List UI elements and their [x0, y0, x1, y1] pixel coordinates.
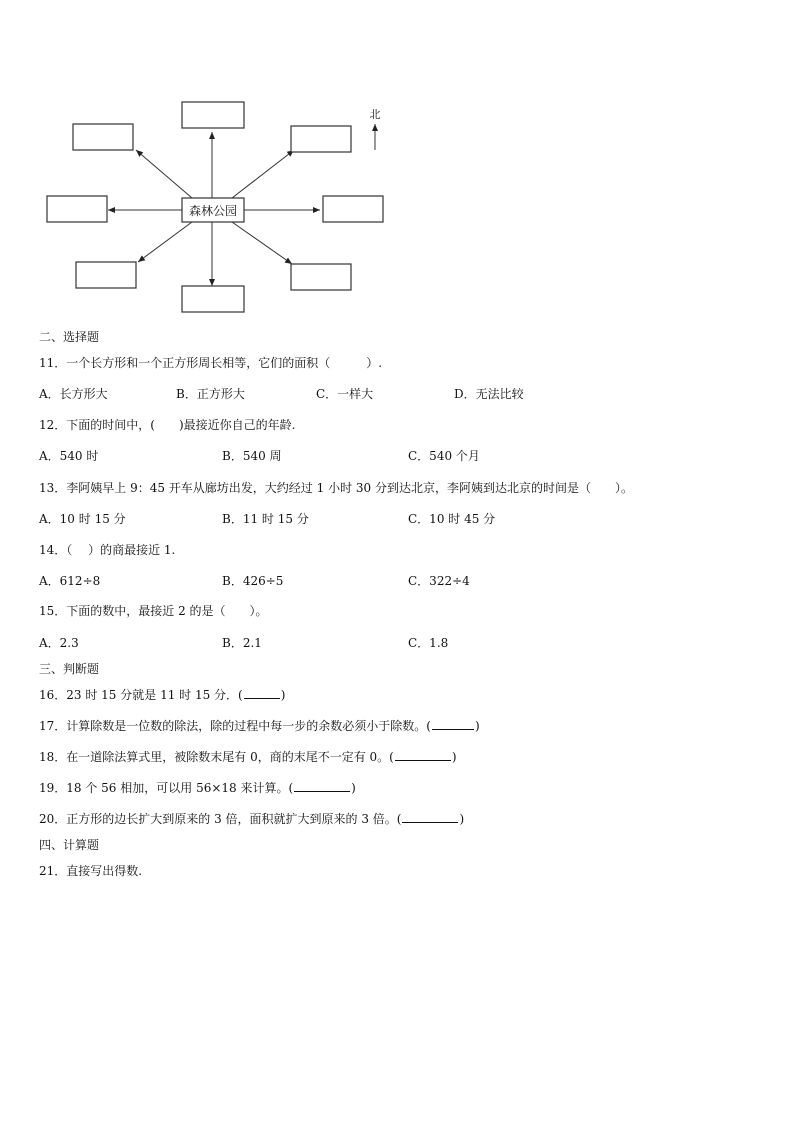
answer-box-west [47, 196, 107, 222]
question-20-text: 20．正方形的边长扩大到原来的 3 倍，面积就扩大到原来的 3 倍。( [39, 812, 402, 826]
q14-option-a: A．612÷8 [39, 574, 101, 588]
question-18-close: ) [451, 750, 457, 764]
question-20-close: ) [459, 812, 465, 826]
q11-option-b: B．正方形大 [176, 387, 245, 401]
answer-box-east [323, 196, 383, 222]
question-17-close: ) [474, 719, 480, 733]
center-label: 森林公园 [188, 204, 238, 218]
q12-option-b: B．540 周 [222, 449, 282, 463]
arrow-northeast [232, 150, 294, 198]
answer-box-south [182, 286, 244, 312]
question-20 [39, 811, 464, 827]
question-19-text: 19．18 个 56 相加，可以用 56×18 来计算。( [39, 781, 294, 795]
arrow-southeast [232, 222, 292, 264]
q14-option-b: B．426÷5 [222, 574, 284, 588]
direction-diagram [40, 92, 400, 318]
section-3-title: 三、判断题 [39, 662, 100, 676]
question-15: 15．下面的数中，最接近 2 的是（ ）。 [39, 604, 268, 618]
q11-option-d: D．无法比较 [454, 387, 524, 401]
section-2-title: 二、选择题 [39, 330, 100, 344]
q14-option-c: C．322÷4 [408, 574, 470, 588]
q13-option-a: A．10 时 15 分 [39, 512, 126, 526]
q15-option-c: C．1.8 [408, 636, 449, 650]
q12-option-a: A．540 时 [39, 449, 99, 463]
north-label: 北 [369, 108, 381, 121]
q11-option-a: A．长方形大 [39, 387, 108, 401]
question-17 [39, 718, 480, 734]
direction-diagram-svg [40, 92, 400, 318]
section-4-title: 四、计算题 [39, 838, 100, 852]
answer-box-southeast [291, 264, 351, 290]
answer-blank-20[interactable] [402, 811, 458, 823]
arrow-southwest [138, 222, 192, 262]
q12-option-c: C．540 个月 [408, 449, 480, 463]
question-18-text: 18．在一道除法算式里，被除数末尾有 0，商的末尾不一定有 0。( [39, 750, 394, 764]
answer-box-southwest [76, 262, 136, 288]
q15-option-b: B．2.1 [222, 636, 262, 650]
answer-blank-17[interactable] [432, 718, 474, 730]
q11-option-c: C．一样大 [316, 387, 374, 401]
question-16 [39, 687, 285, 703]
question-18 [39, 749, 457, 765]
arrow-northwest [136, 150, 192, 198]
question-14: 14．（ ）的商最接近 1. [39, 543, 176, 557]
question-19 [39, 780, 356, 796]
answer-box-northwest [73, 124, 133, 150]
question-17-text: 17．计算除数是一位数的除法，除的过程中每一步的余数必须小于除数。( [39, 719, 431, 733]
q15-option-a: A．2.3 [39, 636, 79, 650]
question-11: 11．一个长方形和一个正方形周长相等，它们的面积（ ）. [39, 356, 383, 370]
question-21: 21．直接写出得数. [39, 864, 143, 878]
answer-blank-19[interactable] [294, 780, 350, 792]
answer-box-north [182, 102, 244, 128]
question-19-close: ) [351, 781, 356, 795]
question-12: 12．下面的时间中，( )最接近你自己的年龄. [39, 418, 296, 432]
answer-blank-18[interactable] [395, 749, 451, 761]
q13-option-b: B．11 时 15 分 [222, 512, 309, 526]
answer-blank-16[interactable] [244, 687, 280, 699]
question-13: 13．李阿姨早上 9：45 开车从廊坊出发，大约经过 1 小时 30 分到达北京，李阿姨到达北京的时间是（ ）。 [39, 481, 633, 495]
q13-option-c: C．10 时 45 分 [408, 512, 496, 526]
question-16-text: 16．23 时 15 分就是 11 时 15 分．( [39, 688, 243, 702]
question-16-close: ) [280, 688, 286, 702]
answer-box-northeast [291, 126, 351, 152]
